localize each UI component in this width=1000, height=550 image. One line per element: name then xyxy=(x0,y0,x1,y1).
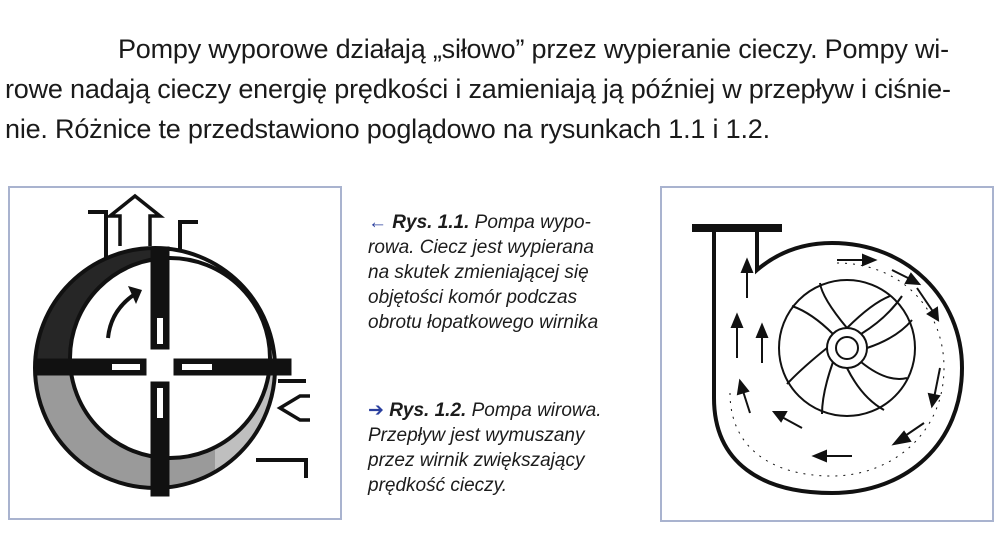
impeller xyxy=(779,280,915,416)
caption-2-line-4: prędkość cieczy. xyxy=(368,475,508,496)
figure-1-2-label: Rys. 1.2. xyxy=(389,400,467,421)
caption-figure-1-1 xyxy=(368,210,668,335)
caption-2-line-3: przez wirnik zwiększający xyxy=(368,450,585,471)
caption-1-line-3: na skutek zmieniającej się xyxy=(368,262,589,283)
flow-arrows xyxy=(732,255,940,461)
intro-line-1: Pompy wyporowe działają „siłowo” przez wypieranie cieczy. Pompy wi- xyxy=(118,34,949,64)
right-arrow-icon: ➔ xyxy=(368,400,384,421)
outlet-arrow-icon xyxy=(110,196,160,246)
rotor xyxy=(70,258,270,458)
caption-2-line-2: Przepływ jest wymuszany xyxy=(368,425,585,446)
intro-line-3: nie. Różnice te przedstawiono poglądowo na rysunkach 1.1 i 1.2. xyxy=(5,114,770,144)
caption-1-line-4: objętości komór podczas xyxy=(368,287,578,308)
inlet-wall-bottom xyxy=(256,460,306,478)
caption-2-line-1: Pompa wirowa. xyxy=(471,400,602,421)
inlet-arrow-icon xyxy=(280,396,310,420)
caption-figure-1-2 xyxy=(368,398,668,498)
caption-1-line-1: Pompa wypo- xyxy=(474,212,591,233)
centrifugal-pump-diagram xyxy=(662,188,992,520)
caption-1-line-5: obrotu łopatkowego wirnika xyxy=(368,312,599,333)
vane-pump-diagram xyxy=(10,188,340,518)
intro-line-2: rowe nadają cieczy energię prędkości i zamieniają ją później w przepływ i ciśnie- xyxy=(5,74,951,104)
figure-1-1-label: Rys. 1.1. xyxy=(392,212,470,233)
left-arrow-icon: ← xyxy=(368,212,387,233)
figure-1-2-frame xyxy=(660,186,994,522)
caption-1-line-2: rowa. Ciecz jest wypierana xyxy=(368,237,594,258)
figure-1-1-frame xyxy=(8,186,342,520)
